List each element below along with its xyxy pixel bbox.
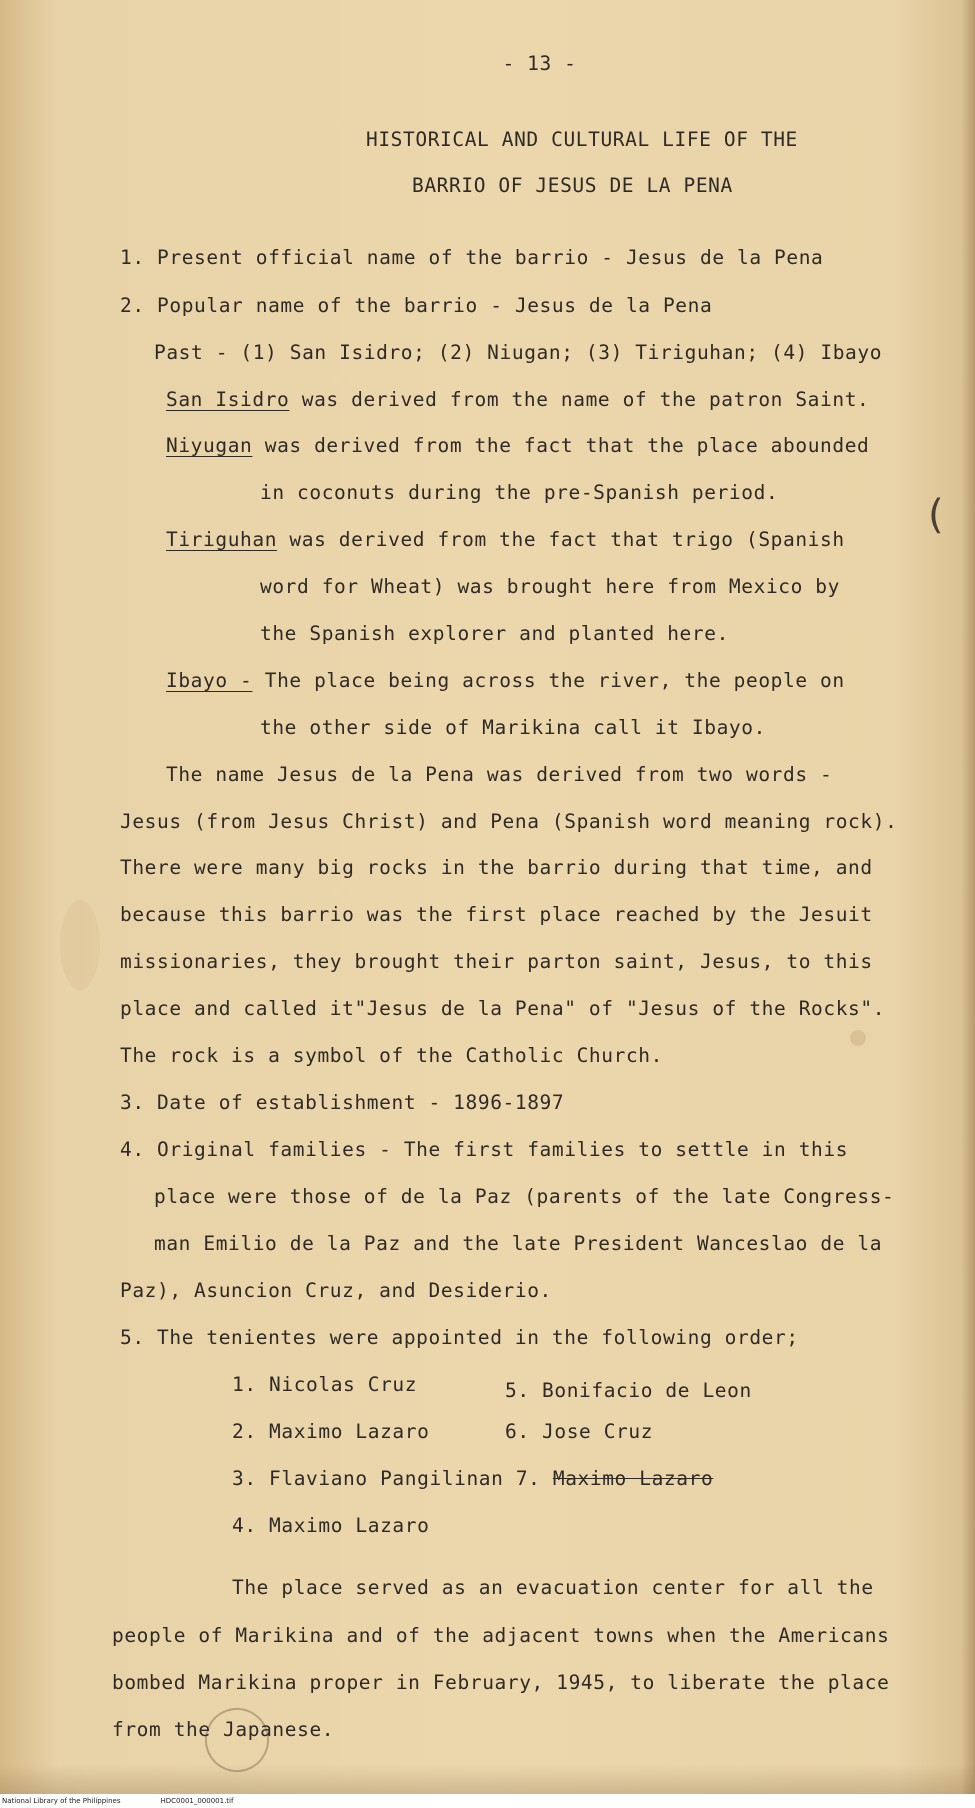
teniente-item: 6. Jose Cruz <box>505 1420 654 1443</box>
teniente-item: 1. Nicolas Cruz <box>232 1373 418 1396</box>
teniente-item: 4. Maximo Lazaro <box>232 1514 430 1537</box>
text-line: 5. The tenientes were appointed in the following order; <box>120 1326 799 1349</box>
text-line <box>166 434 869 457</box>
title-line-1: HISTORICAL AND CULTURAL LIFE OF THE <box>366 128 798 151</box>
text-line: 1. Present official name of the barrio - Jesus de la Pena <box>120 246 824 269</box>
text-line: 2. Popular name of the barrio - Jesus de la Pena <box>120 294 713 317</box>
struck-teniente-name: Maximo Lazaro <box>552 1467 714 1490</box>
text-span: The place being across the river, the people on <box>252 669 845 692</box>
paper-edge-shadow <box>961 0 975 1808</box>
text-line <box>166 669 845 692</box>
text-line: from the Japanese. <box>112 1718 335 1741</box>
underlined-name: Niyugan <box>166 434 253 457</box>
paper-stain <box>850 1030 866 1046</box>
text-line <box>166 388 869 411</box>
library-credit: National Library of the Philippines <box>2 1797 121 1805</box>
text-line: people of Marikina and of the adjacent towns when the Americans <box>112 1624 890 1647</box>
underlined-name: Ibayo - <box>166 669 253 692</box>
text-line: word for Wheat) was brought here from Mexico by <box>260 575 840 598</box>
text-line: because this barrio was the first place reached by the Jesuit <box>120 903 873 926</box>
underlined-name: Tiriguhan <box>166 528 278 551</box>
text-line: The rock is a symbol of the Catholic Church. <box>120 1044 663 1067</box>
text-span: was derived from the name of the patron Saint. <box>289 388 870 411</box>
text-line: The place served as an evacuation center for all the <box>232 1576 874 1599</box>
text-line <box>166 528 845 551</box>
text-line: 3. Date of establishment - 1896-1897 <box>120 1091 565 1114</box>
text-line: bombed Marikina proper in February, 1945, to liberate the place <box>112 1671 890 1694</box>
text-line: There were many big rocks in the barrio during that time, and <box>120 856 873 879</box>
text-line: Paz), Asuncion Cruz, and Desiderio. <box>120 1279 552 1302</box>
text-line: the Spanish explorer and planted here. <box>260 622 729 645</box>
text-line: 4. Original families - The first families to settle in this <box>120 1138 849 1161</box>
scan-footer <box>0 1794 975 1808</box>
text-span: was derived from the fact that trigo (Spanish <box>277 528 845 551</box>
page-number: - 13 - <box>502 52 577 75</box>
text-line: missionaries, they brought their parton saint, Jesus, to this <box>120 950 873 973</box>
teniente-item <box>232 1467 713 1490</box>
text-line: the other side of Marikina call it Ibayo. <box>260 716 766 739</box>
text-line: Jesus (from Jesus Christ) and Pena (Spanish word meaning rock). <box>120 810 898 833</box>
text-line: place and called it"Jesus de la Pena" of "Jesus of the Rocks". <box>120 997 886 1020</box>
text-line: in coconuts during the pre-Spanish period. <box>260 481 779 504</box>
text-line: place were those of de la Paz (parents of the late Congress- <box>154 1185 895 1208</box>
teniente-item: 5. Bonifacio de Leon <box>505 1379 752 1402</box>
text-line: The name Jesus de la Pena was derived from two words - <box>166 763 833 786</box>
title-line-2: BARRIO OF JESUS DE LA PENA <box>412 174 733 197</box>
teniente-number: 7. <box>515 1467 541 1490</box>
text-line: man Emilio de la Paz and the late President Wanceslao de la <box>154 1232 883 1255</box>
margin-bracket-mark: ( <box>928 492 944 538</box>
teniente-item: 2. Maximo Lazaro <box>232 1420 430 1443</box>
underlined-name: San Isidro <box>166 388 290 411</box>
file-id: HDC0001_000001.tif <box>160 1797 234 1805</box>
text-line: Past - (1) San Isidro; (2) Niugan; (3) Tiriguhan; (4) Ibayo <box>154 341 883 364</box>
paper-stain <box>60 900 100 990</box>
text-span: was derived from the fact that the place abounded <box>252 434 870 457</box>
paper-bottom-shadow <box>0 1764 975 1794</box>
teniente-name: 3. Flaviano Pangilinan <box>232 1467 504 1490</box>
